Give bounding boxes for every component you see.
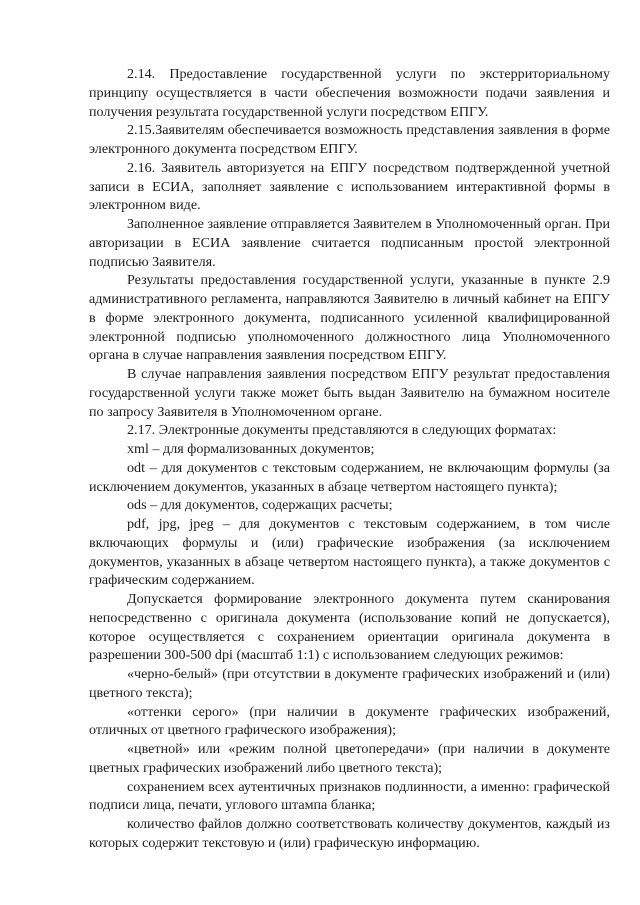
paragraph-paper-result: В случае направления заявления посредством ЕПГУ результат предоставления государственной услуги также может быть выдан Заявителю на бумажном носителе по запросу Заявителя в Уполномоченном органе.: [89, 366, 610, 420]
paragraph-scanning: Допускается формирование электронного документа путем сканирования непосредственно с оригинала документа (использование копий не допускается), которое осуществляется с сохранением ориентации оригинала документа в разрешении 300-500 dpi (масштаб 1:1) с использованием следующих режимов:: [89, 591, 610, 664]
format-pdf-jpg: pdf, jpg, jpeg – для документов с текстовым содержанием, в том числе включающих формулы и (или) графические изображения (за исключением документов, указанных в абзаце четвертом настоящего пункта), а также документов с графическим содержанием.: [89, 516, 610, 589]
mode-color: «цветной» или «режим полной цветопередачи» (при наличии в документе цветных графических изображений либо цветного текста);: [89, 741, 610, 776]
paragraph-2-14: 2.14. Предоставление государственной услуги по экстерриториальному принципу осуществляется в части обеспечения возможности подачи заявления и получения результата государственной услуги посредством ЕПГУ.: [89, 66, 610, 120]
paragraph-results: Результаты предоставления государственной услуги, указанные в пункте 2.9 административного регламента, направляются Заявителю в личный кабинет на ЕПГУ в форме электронного документа, подписанного усиленной квалифицированной электронной подписью уполномоченного должностного лица Уполномоченного органа в случае направления заявления посредством ЕПГУ.: [89, 272, 610, 364]
paragraph-filled-application: Заполненное заявление отправляется Заявителем в Уполномоченный орган. При авторизации в ЕСИА заявление считается подписанным простой электронной подписью Заявителя.: [89, 216, 610, 270]
mode-black-white: «черно-белый» (при отсутствии в документе графических изображений и (или) цветного текста);: [89, 666, 610, 701]
paragraph-2-16: 2.16. Заявитель авторизуется на ЕПГУ посредством подтвержденной учетной записи в ЕСИА, заполняет заявление с использованием интерактивной формы в электронном виде.: [89, 159, 610, 214]
paragraph-2-17: 2.17. Электронные документы представляются в следующих форматах:: [127, 422, 557, 439]
paragraph-file-count: количество файлов должно соответствовать количеству документов, каждый из которых содержит текстовую и (или) графическую информацию.: [89, 816, 610, 851]
format-xml: xml – для формализованных документов;: [127, 441, 375, 457]
paragraph-authenticity: сохранением всех аутентичных признаков подлинности, а именно: графической подписи лица, печати, углового штампа бланка;: [89, 778, 610, 814]
format-odt: odt – для документов с текстовым содержанием, не включающим формулы (за исключением документов, указанных в абзаце четвертом настоящего пункта);: [89, 459, 610, 495]
format-ods: ods – для документов, содержащих расчеты;: [127, 497, 393, 514]
document-page: [89, 65, 610, 853]
mode-grayscale: «оттенки серого» (при наличии в документе графических изображений, отличных от цветного графического изображения);: [89, 703, 610, 739]
paragraph-2-15: 2.15.Заявителям обеспечивается возможность представления заявления в форме электронного документа посредством ЕПГУ.: [89, 122, 610, 157]
